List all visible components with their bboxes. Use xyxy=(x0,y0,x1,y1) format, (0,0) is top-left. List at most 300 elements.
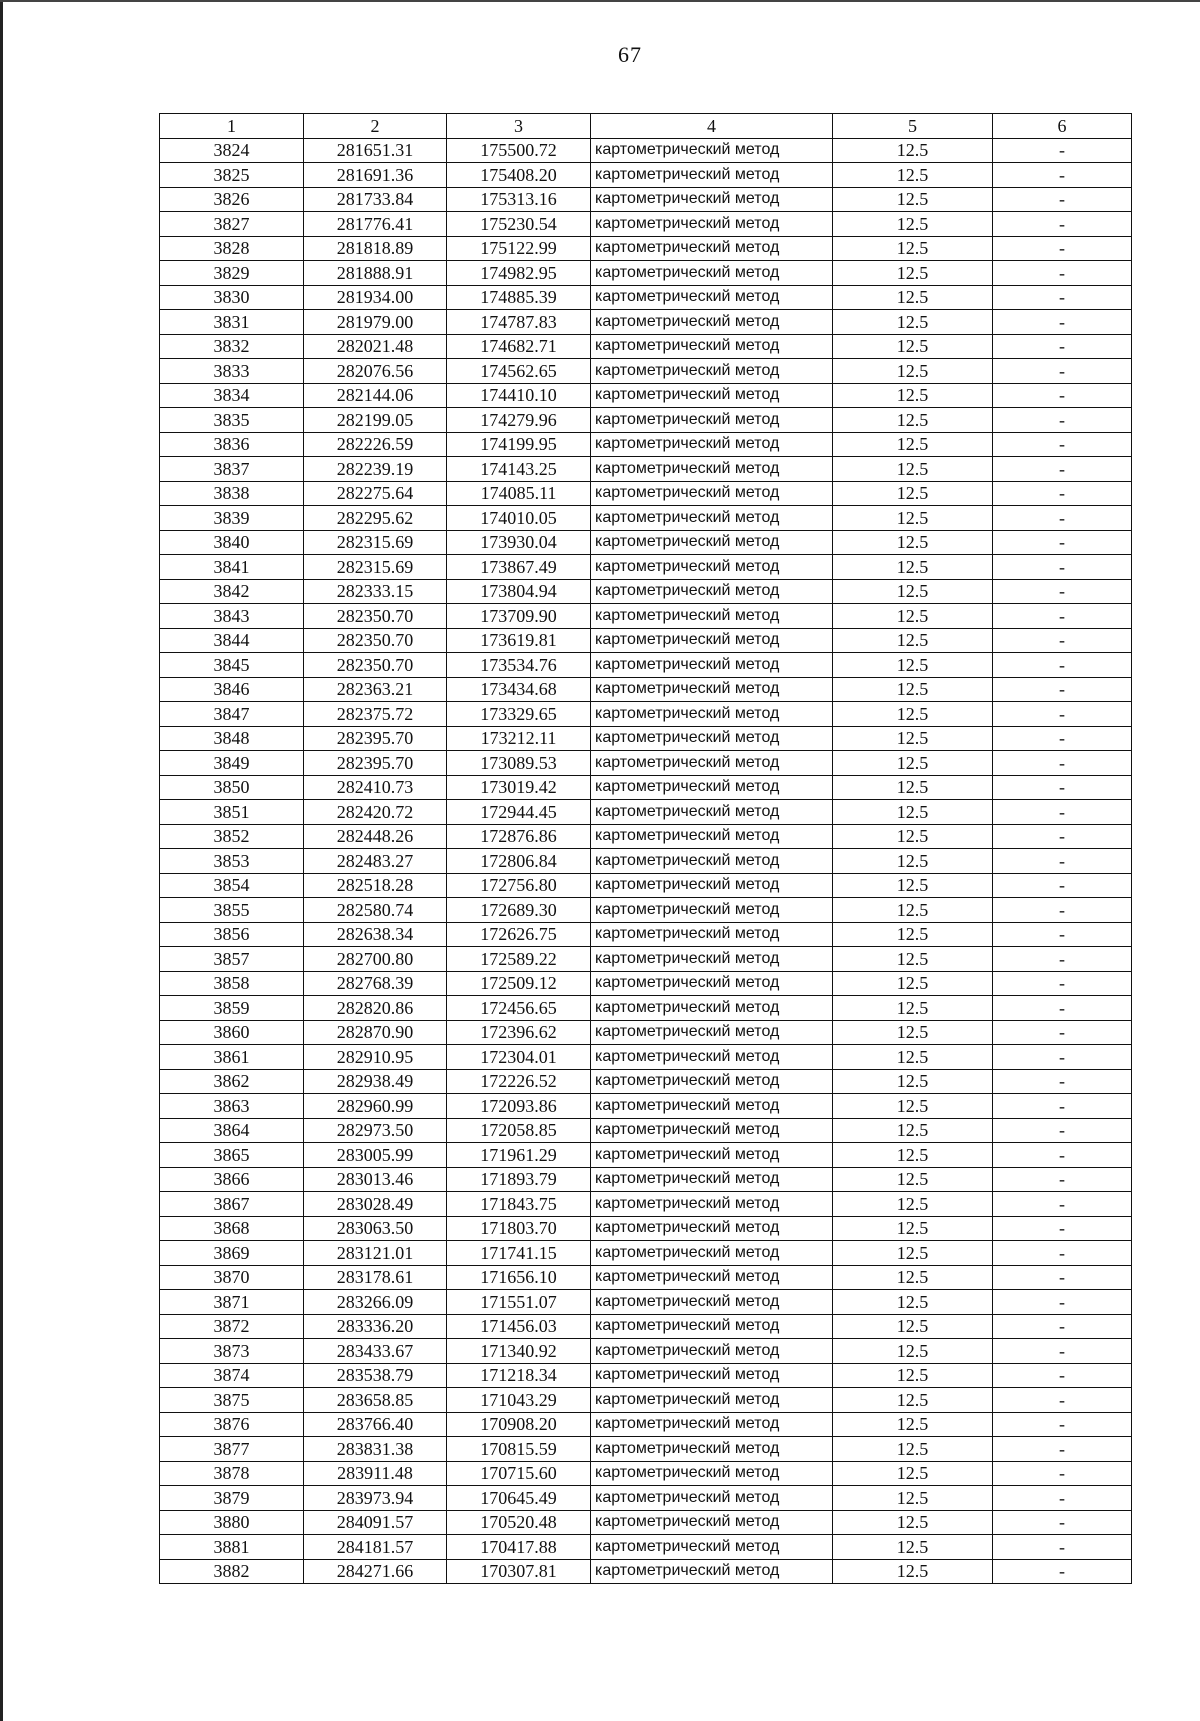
point-number-cell: 3842 xyxy=(160,579,304,604)
method-cell: картометрический метод xyxy=(591,334,833,359)
x-coordinate-cell: 282768.39 xyxy=(304,971,447,996)
note-cell: - xyxy=(993,530,1132,555)
coordinates-table xyxy=(159,113,1132,1584)
accuracy-cell: 12.5 xyxy=(833,604,993,629)
method-cell: картометрический метод xyxy=(591,849,833,874)
x-coordinate-cell: 282580.74 xyxy=(304,898,447,923)
point-number-cell: 3826 xyxy=(160,187,304,212)
method-cell: картометрический метод xyxy=(591,604,833,629)
accuracy-cell: 12.5 xyxy=(833,1363,993,1388)
method-cell: картометрический метод xyxy=(591,1510,833,1535)
accuracy-cell: 12.5 xyxy=(833,849,993,874)
table-row xyxy=(160,236,1132,261)
point-number-cell: 3879 xyxy=(160,1486,304,1511)
note-cell: - xyxy=(993,653,1132,678)
point-number-cell: 3832 xyxy=(160,334,304,359)
y-coordinate-cell: 170645.49 xyxy=(447,1486,591,1511)
y-coordinate-cell: 172876.86 xyxy=(447,824,591,849)
y-coordinate-cell: 171551.07 xyxy=(447,1290,591,1315)
table-row xyxy=(160,1167,1132,1192)
table-row xyxy=(160,481,1132,506)
point-number-cell: 3864 xyxy=(160,1118,304,1143)
x-coordinate-cell: 281733.84 xyxy=(304,187,447,212)
method-cell: картометрический метод xyxy=(591,1388,833,1413)
accuracy-cell: 12.5 xyxy=(833,1437,993,1462)
y-coordinate-cell: 173619.81 xyxy=(447,628,591,653)
y-coordinate-cell: 173434.68 xyxy=(447,677,591,702)
y-coordinate-cell: 173709.90 xyxy=(447,604,591,629)
table-row xyxy=(160,604,1132,629)
note-cell: - xyxy=(993,751,1132,776)
y-coordinate-cell: 172093.86 xyxy=(447,1094,591,1119)
y-coordinate-cell: 172304.01 xyxy=(447,1045,591,1070)
method-cell: картометрический метод xyxy=(591,1241,833,1266)
y-coordinate-cell: 175122.99 xyxy=(447,236,591,261)
y-coordinate-cell: 174143.25 xyxy=(447,457,591,482)
y-coordinate-cell: 172456.65 xyxy=(447,996,591,1021)
y-coordinate-cell: 174199.95 xyxy=(447,432,591,457)
note-cell: - xyxy=(993,1437,1132,1462)
table-row xyxy=(160,359,1132,384)
note-cell: - xyxy=(993,1388,1132,1413)
column-header: 2 xyxy=(304,114,447,139)
table-row xyxy=(160,800,1132,825)
point-number-cell: 3878 xyxy=(160,1461,304,1486)
note-cell: - xyxy=(993,212,1132,237)
table-row xyxy=(160,506,1132,531)
note-cell: - xyxy=(993,1412,1132,1437)
x-coordinate-cell: 282395.70 xyxy=(304,751,447,776)
y-coordinate-cell: 172756.80 xyxy=(447,873,591,898)
note-cell: - xyxy=(993,1216,1132,1241)
point-number-cell: 3845 xyxy=(160,653,304,678)
x-coordinate-cell: 282820.86 xyxy=(304,996,447,1021)
x-coordinate-cell: 282483.27 xyxy=(304,849,447,874)
table-row xyxy=(160,1412,1132,1437)
method-cell: картометрический метод xyxy=(591,1314,833,1339)
x-coordinate-cell: 283831.38 xyxy=(304,1437,447,1462)
point-number-cell: 3846 xyxy=(160,677,304,702)
note-cell: - xyxy=(993,261,1132,286)
method-cell: картометрический метод xyxy=(591,1118,833,1143)
point-number-cell: 3872 xyxy=(160,1314,304,1339)
y-coordinate-cell: 174562.65 xyxy=(447,359,591,384)
accuracy-cell: 12.5 xyxy=(833,1461,993,1486)
y-coordinate-cell: 171340.92 xyxy=(447,1339,591,1364)
table-body xyxy=(160,138,1132,1584)
y-coordinate-cell: 170815.59 xyxy=(447,1437,591,1462)
y-coordinate-cell: 171843.75 xyxy=(447,1192,591,1217)
x-coordinate-cell: 282226.59 xyxy=(304,432,447,457)
note-cell: - xyxy=(993,138,1132,163)
point-number-cell: 3852 xyxy=(160,824,304,849)
accuracy-cell: 12.5 xyxy=(833,579,993,604)
note-cell: - xyxy=(993,285,1132,310)
note-cell: - xyxy=(993,1118,1132,1143)
method-cell: картометрический метод xyxy=(591,530,833,555)
y-coordinate-cell: 171656.10 xyxy=(447,1265,591,1290)
method-cell: картометрический метод xyxy=(591,628,833,653)
method-cell: картометрический метод xyxy=(591,432,833,457)
y-coordinate-cell: 174010.05 xyxy=(447,506,591,531)
column-header: 4 xyxy=(591,114,833,139)
note-cell: - xyxy=(993,1020,1132,1045)
method-cell: картометрический метод xyxy=(591,873,833,898)
x-coordinate-cell: 283178.61 xyxy=(304,1265,447,1290)
table-row xyxy=(160,898,1132,923)
note-cell: - xyxy=(993,971,1132,996)
note-cell: - xyxy=(993,1363,1132,1388)
table-row xyxy=(160,1363,1132,1388)
method-cell: картометрический метод xyxy=(591,1045,833,1070)
point-number-cell: 3839 xyxy=(160,506,304,531)
table-row xyxy=(160,555,1132,580)
point-number-cell: 3840 xyxy=(160,530,304,555)
y-coordinate-cell: 171893.79 xyxy=(447,1167,591,1192)
accuracy-cell: 12.5 xyxy=(833,653,993,678)
accuracy-cell: 12.5 xyxy=(833,187,993,212)
y-coordinate-cell: 172806.84 xyxy=(447,849,591,874)
point-number-cell: 3855 xyxy=(160,898,304,923)
point-number-cell: 3854 xyxy=(160,873,304,898)
y-coordinate-cell: 173534.76 xyxy=(447,653,591,678)
accuracy-cell: 12.5 xyxy=(833,726,993,751)
point-number-cell: 3868 xyxy=(160,1216,304,1241)
method-cell: картометрический метод xyxy=(591,138,833,163)
point-number-cell: 3838 xyxy=(160,481,304,506)
note-cell: - xyxy=(993,359,1132,384)
accuracy-cell: 12.5 xyxy=(833,236,993,261)
column-header: 5 xyxy=(833,114,993,139)
method-cell: картометрический метод xyxy=(591,971,833,996)
point-number-cell: 3865 xyxy=(160,1143,304,1168)
y-coordinate-cell: 171043.29 xyxy=(447,1388,591,1413)
accuracy-cell: 12.5 xyxy=(833,1020,993,1045)
method-cell: картометрический метод xyxy=(591,1020,833,1045)
table-row xyxy=(160,285,1132,310)
point-number-cell: 3858 xyxy=(160,971,304,996)
y-coordinate-cell: 172944.45 xyxy=(447,800,591,825)
y-coordinate-cell: 170715.60 xyxy=(447,1461,591,1486)
point-number-cell: 3863 xyxy=(160,1094,304,1119)
x-coordinate-cell: 284181.57 xyxy=(304,1535,447,1560)
y-coordinate-cell: 174085.11 xyxy=(447,481,591,506)
y-coordinate-cell: 173930.04 xyxy=(447,530,591,555)
x-coordinate-cell: 282315.69 xyxy=(304,530,447,555)
method-cell: картометрический метод xyxy=(591,800,833,825)
point-number-cell: 3841 xyxy=(160,555,304,580)
accuracy-cell: 12.5 xyxy=(833,530,993,555)
accuracy-cell: 12.5 xyxy=(833,432,993,457)
point-number-cell: 3833 xyxy=(160,359,304,384)
column-header: 3 xyxy=(447,114,591,139)
x-coordinate-cell: 281934.00 xyxy=(304,285,447,310)
method-cell: картометрический метод xyxy=(591,653,833,678)
accuracy-cell: 12.5 xyxy=(833,457,993,482)
y-coordinate-cell: 174982.95 xyxy=(447,261,591,286)
accuracy-cell: 12.5 xyxy=(833,408,993,433)
point-number-cell: 3837 xyxy=(160,457,304,482)
y-coordinate-cell: 172226.52 xyxy=(447,1069,591,1094)
note-cell: - xyxy=(993,1265,1132,1290)
point-number-cell: 3860 xyxy=(160,1020,304,1045)
x-coordinate-cell: 283766.40 xyxy=(304,1412,447,1437)
table-row xyxy=(160,1241,1132,1266)
accuracy-cell: 12.5 xyxy=(833,1241,993,1266)
x-coordinate-cell: 282363.21 xyxy=(304,677,447,702)
note-cell: - xyxy=(993,1461,1132,1486)
note-cell: - xyxy=(993,481,1132,506)
y-coordinate-cell: 170417.88 xyxy=(447,1535,591,1560)
method-cell: картометрический метод xyxy=(591,922,833,947)
accuracy-cell: 12.5 xyxy=(833,212,993,237)
method-cell: картометрический метод xyxy=(591,212,833,237)
accuracy-cell: 12.5 xyxy=(833,555,993,580)
point-number-cell: 3828 xyxy=(160,236,304,261)
x-coordinate-cell: 283121.01 xyxy=(304,1241,447,1266)
point-number-cell: 3866 xyxy=(160,1167,304,1192)
point-number-cell: 3873 xyxy=(160,1339,304,1364)
x-coordinate-cell: 283433.67 xyxy=(304,1339,447,1364)
point-number-cell: 3857 xyxy=(160,947,304,972)
y-coordinate-cell: 173867.49 xyxy=(447,555,591,580)
column-header: 6 xyxy=(993,114,1132,139)
table-row xyxy=(160,1118,1132,1143)
point-number-cell: 3848 xyxy=(160,726,304,751)
accuracy-cell: 12.5 xyxy=(833,922,993,947)
method-cell: картометрический метод xyxy=(591,1216,833,1241)
accuracy-cell: 12.5 xyxy=(833,996,993,1021)
accuracy-cell: 12.5 xyxy=(833,1290,993,1315)
table-row xyxy=(160,310,1132,335)
x-coordinate-cell: 281651.31 xyxy=(304,138,447,163)
x-coordinate-cell: 283911.48 xyxy=(304,1461,447,1486)
method-cell: картометрический метод xyxy=(591,1143,833,1168)
table-row xyxy=(160,1314,1132,1339)
x-coordinate-cell: 282960.99 xyxy=(304,1094,447,1119)
table-row xyxy=(160,1216,1132,1241)
note-cell: - xyxy=(993,1314,1132,1339)
y-coordinate-cell: 174410.10 xyxy=(447,383,591,408)
note-cell: - xyxy=(993,800,1132,825)
table-row xyxy=(160,824,1132,849)
accuracy-cell: 12.5 xyxy=(833,1118,993,1143)
accuracy-cell: 12.5 xyxy=(833,947,993,972)
note-cell: - xyxy=(993,187,1132,212)
point-number-cell: 3830 xyxy=(160,285,304,310)
accuracy-cell: 12.5 xyxy=(833,1559,993,1584)
accuracy-cell: 12.5 xyxy=(833,1535,993,1560)
note-cell: - xyxy=(993,1535,1132,1560)
accuracy-cell: 12.5 xyxy=(833,1192,993,1217)
note-cell: - xyxy=(993,1143,1132,1168)
point-number-cell: 3859 xyxy=(160,996,304,1021)
point-number-cell: 3831 xyxy=(160,310,304,335)
x-coordinate-cell: 283063.50 xyxy=(304,1216,447,1241)
note-cell: - xyxy=(993,1559,1132,1584)
accuracy-cell: 12.5 xyxy=(833,506,993,531)
x-coordinate-cell: 282700.80 xyxy=(304,947,447,972)
table-row xyxy=(160,212,1132,237)
table-row xyxy=(160,1094,1132,1119)
point-number-cell: 3836 xyxy=(160,432,304,457)
method-cell: картометрический метод xyxy=(591,1461,833,1486)
point-number-cell: 3856 xyxy=(160,922,304,947)
note-cell: - xyxy=(993,849,1132,874)
point-number-cell: 3829 xyxy=(160,261,304,286)
table-row xyxy=(160,261,1132,286)
point-number-cell: 3877 xyxy=(160,1437,304,1462)
y-coordinate-cell: 172589.22 xyxy=(447,947,591,972)
x-coordinate-cell: 283973.94 xyxy=(304,1486,447,1511)
y-coordinate-cell: 173019.42 xyxy=(447,775,591,800)
point-number-cell: 3827 xyxy=(160,212,304,237)
method-cell: картометрический метод xyxy=(591,898,833,923)
accuracy-cell: 12.5 xyxy=(833,261,993,286)
accuracy-cell: 12.5 xyxy=(833,1486,993,1511)
point-number-cell: 3834 xyxy=(160,383,304,408)
method-cell: картометрический метод xyxy=(591,187,833,212)
table-row xyxy=(160,187,1132,212)
accuracy-cell: 12.5 xyxy=(833,1388,993,1413)
note-cell: - xyxy=(993,824,1132,849)
method-cell: картометрический метод xyxy=(591,236,833,261)
note-cell: - xyxy=(993,555,1132,580)
x-coordinate-cell: 283028.49 xyxy=(304,1192,447,1217)
x-coordinate-cell: 283658.85 xyxy=(304,1388,447,1413)
x-coordinate-cell: 283266.09 xyxy=(304,1290,447,1315)
table-row xyxy=(160,849,1132,874)
table-row xyxy=(160,726,1132,751)
x-coordinate-cell: 281979.00 xyxy=(304,310,447,335)
note-cell: - xyxy=(993,922,1132,947)
note-cell: - xyxy=(993,702,1132,727)
method-cell: картометрический метод xyxy=(591,775,833,800)
accuracy-cell: 12.5 xyxy=(833,285,993,310)
method-cell: картометрический метод xyxy=(591,1265,833,1290)
y-coordinate-cell: 175230.54 xyxy=(447,212,591,237)
method-cell: картометрический метод xyxy=(591,579,833,604)
x-coordinate-cell: 284091.57 xyxy=(304,1510,447,1535)
note-cell: - xyxy=(993,1167,1132,1192)
table-row xyxy=(160,530,1132,555)
method-cell: картометрический метод xyxy=(591,261,833,286)
table-row xyxy=(160,432,1132,457)
x-coordinate-cell: 282350.70 xyxy=(304,628,447,653)
y-coordinate-cell: 171218.34 xyxy=(447,1363,591,1388)
point-number-cell: 3874 xyxy=(160,1363,304,1388)
method-cell: картометрический метод xyxy=(591,163,833,188)
accuracy-cell: 12.5 xyxy=(833,1339,993,1364)
table-row xyxy=(160,408,1132,433)
accuracy-cell: 12.5 xyxy=(833,1094,993,1119)
y-coordinate-cell: 174682.71 xyxy=(447,334,591,359)
y-coordinate-cell: 171741.15 xyxy=(447,1241,591,1266)
method-cell: картометрический метод xyxy=(591,1290,833,1315)
x-coordinate-cell: 282021.48 xyxy=(304,334,447,359)
method-cell: картометрический метод xyxy=(591,383,833,408)
accuracy-cell: 12.5 xyxy=(833,1314,993,1339)
y-coordinate-cell: 171803.70 xyxy=(447,1216,591,1241)
note-cell: - xyxy=(993,1241,1132,1266)
point-number-cell: 3870 xyxy=(160,1265,304,1290)
x-coordinate-cell: 281691.36 xyxy=(304,163,447,188)
method-cell: картометрический метод xyxy=(591,1437,833,1462)
table-row xyxy=(160,702,1132,727)
table-row xyxy=(160,334,1132,359)
accuracy-cell: 12.5 xyxy=(833,971,993,996)
x-coordinate-cell: 283336.20 xyxy=(304,1314,447,1339)
note-cell: - xyxy=(993,1290,1132,1315)
x-coordinate-cell: 282076.56 xyxy=(304,359,447,384)
y-coordinate-cell: 175500.72 xyxy=(447,138,591,163)
note-cell: - xyxy=(993,873,1132,898)
method-cell: картометрический метод xyxy=(591,947,833,972)
accuracy-cell: 12.5 xyxy=(833,1412,993,1437)
note-cell: - xyxy=(993,579,1132,604)
table-header-row xyxy=(160,114,1132,139)
note-cell: - xyxy=(993,310,1132,335)
x-coordinate-cell: 282295.62 xyxy=(304,506,447,531)
table-row xyxy=(160,1461,1132,1486)
table-row xyxy=(160,971,1132,996)
x-coordinate-cell: 282938.49 xyxy=(304,1069,447,1094)
y-coordinate-cell: 170908.20 xyxy=(447,1412,591,1437)
point-number-cell: 3871 xyxy=(160,1290,304,1315)
x-coordinate-cell: 281818.89 xyxy=(304,236,447,261)
x-coordinate-cell: 282410.73 xyxy=(304,775,447,800)
y-coordinate-cell: 171961.29 xyxy=(447,1143,591,1168)
accuracy-cell: 12.5 xyxy=(833,1069,993,1094)
point-number-cell: 3844 xyxy=(160,628,304,653)
x-coordinate-cell: 281776.41 xyxy=(304,212,447,237)
method-cell: картометрический метод xyxy=(591,1192,833,1217)
method-cell: картометрический метод xyxy=(591,457,833,482)
table-row xyxy=(160,1388,1132,1413)
table-row xyxy=(160,1265,1132,1290)
note-cell: - xyxy=(993,996,1132,1021)
table-row xyxy=(160,1045,1132,1070)
x-coordinate-cell: 283013.46 xyxy=(304,1167,447,1192)
table-row xyxy=(160,653,1132,678)
table-row xyxy=(160,775,1132,800)
point-number-cell: 3849 xyxy=(160,751,304,776)
method-cell: картометрический метод xyxy=(591,1412,833,1437)
table-row xyxy=(160,1143,1132,1168)
point-number-cell: 3851 xyxy=(160,800,304,825)
method-cell: картометрический метод xyxy=(591,726,833,751)
y-coordinate-cell: 172509.12 xyxy=(447,971,591,996)
table-row xyxy=(160,1559,1132,1584)
note-cell: - xyxy=(993,334,1132,359)
method-cell: картометрический метод xyxy=(591,1339,833,1364)
table-row xyxy=(160,1437,1132,1462)
x-coordinate-cell: 282144.06 xyxy=(304,383,447,408)
point-number-cell: 3880 xyxy=(160,1510,304,1535)
accuracy-cell: 12.5 xyxy=(833,775,993,800)
x-coordinate-cell: 282420.72 xyxy=(304,800,447,825)
method-cell: картометрический метод xyxy=(591,702,833,727)
method-cell: картометрический метод xyxy=(591,1559,833,1584)
method-cell: картометрический метод xyxy=(591,1094,833,1119)
table-row xyxy=(160,1020,1132,1045)
y-coordinate-cell: 173089.53 xyxy=(447,751,591,776)
method-cell: картометрический метод xyxy=(591,996,833,1021)
note-cell: - xyxy=(993,457,1132,482)
accuracy-cell: 12.5 xyxy=(833,1167,993,1192)
table-row xyxy=(160,922,1132,947)
x-coordinate-cell: 282870.90 xyxy=(304,1020,447,1045)
